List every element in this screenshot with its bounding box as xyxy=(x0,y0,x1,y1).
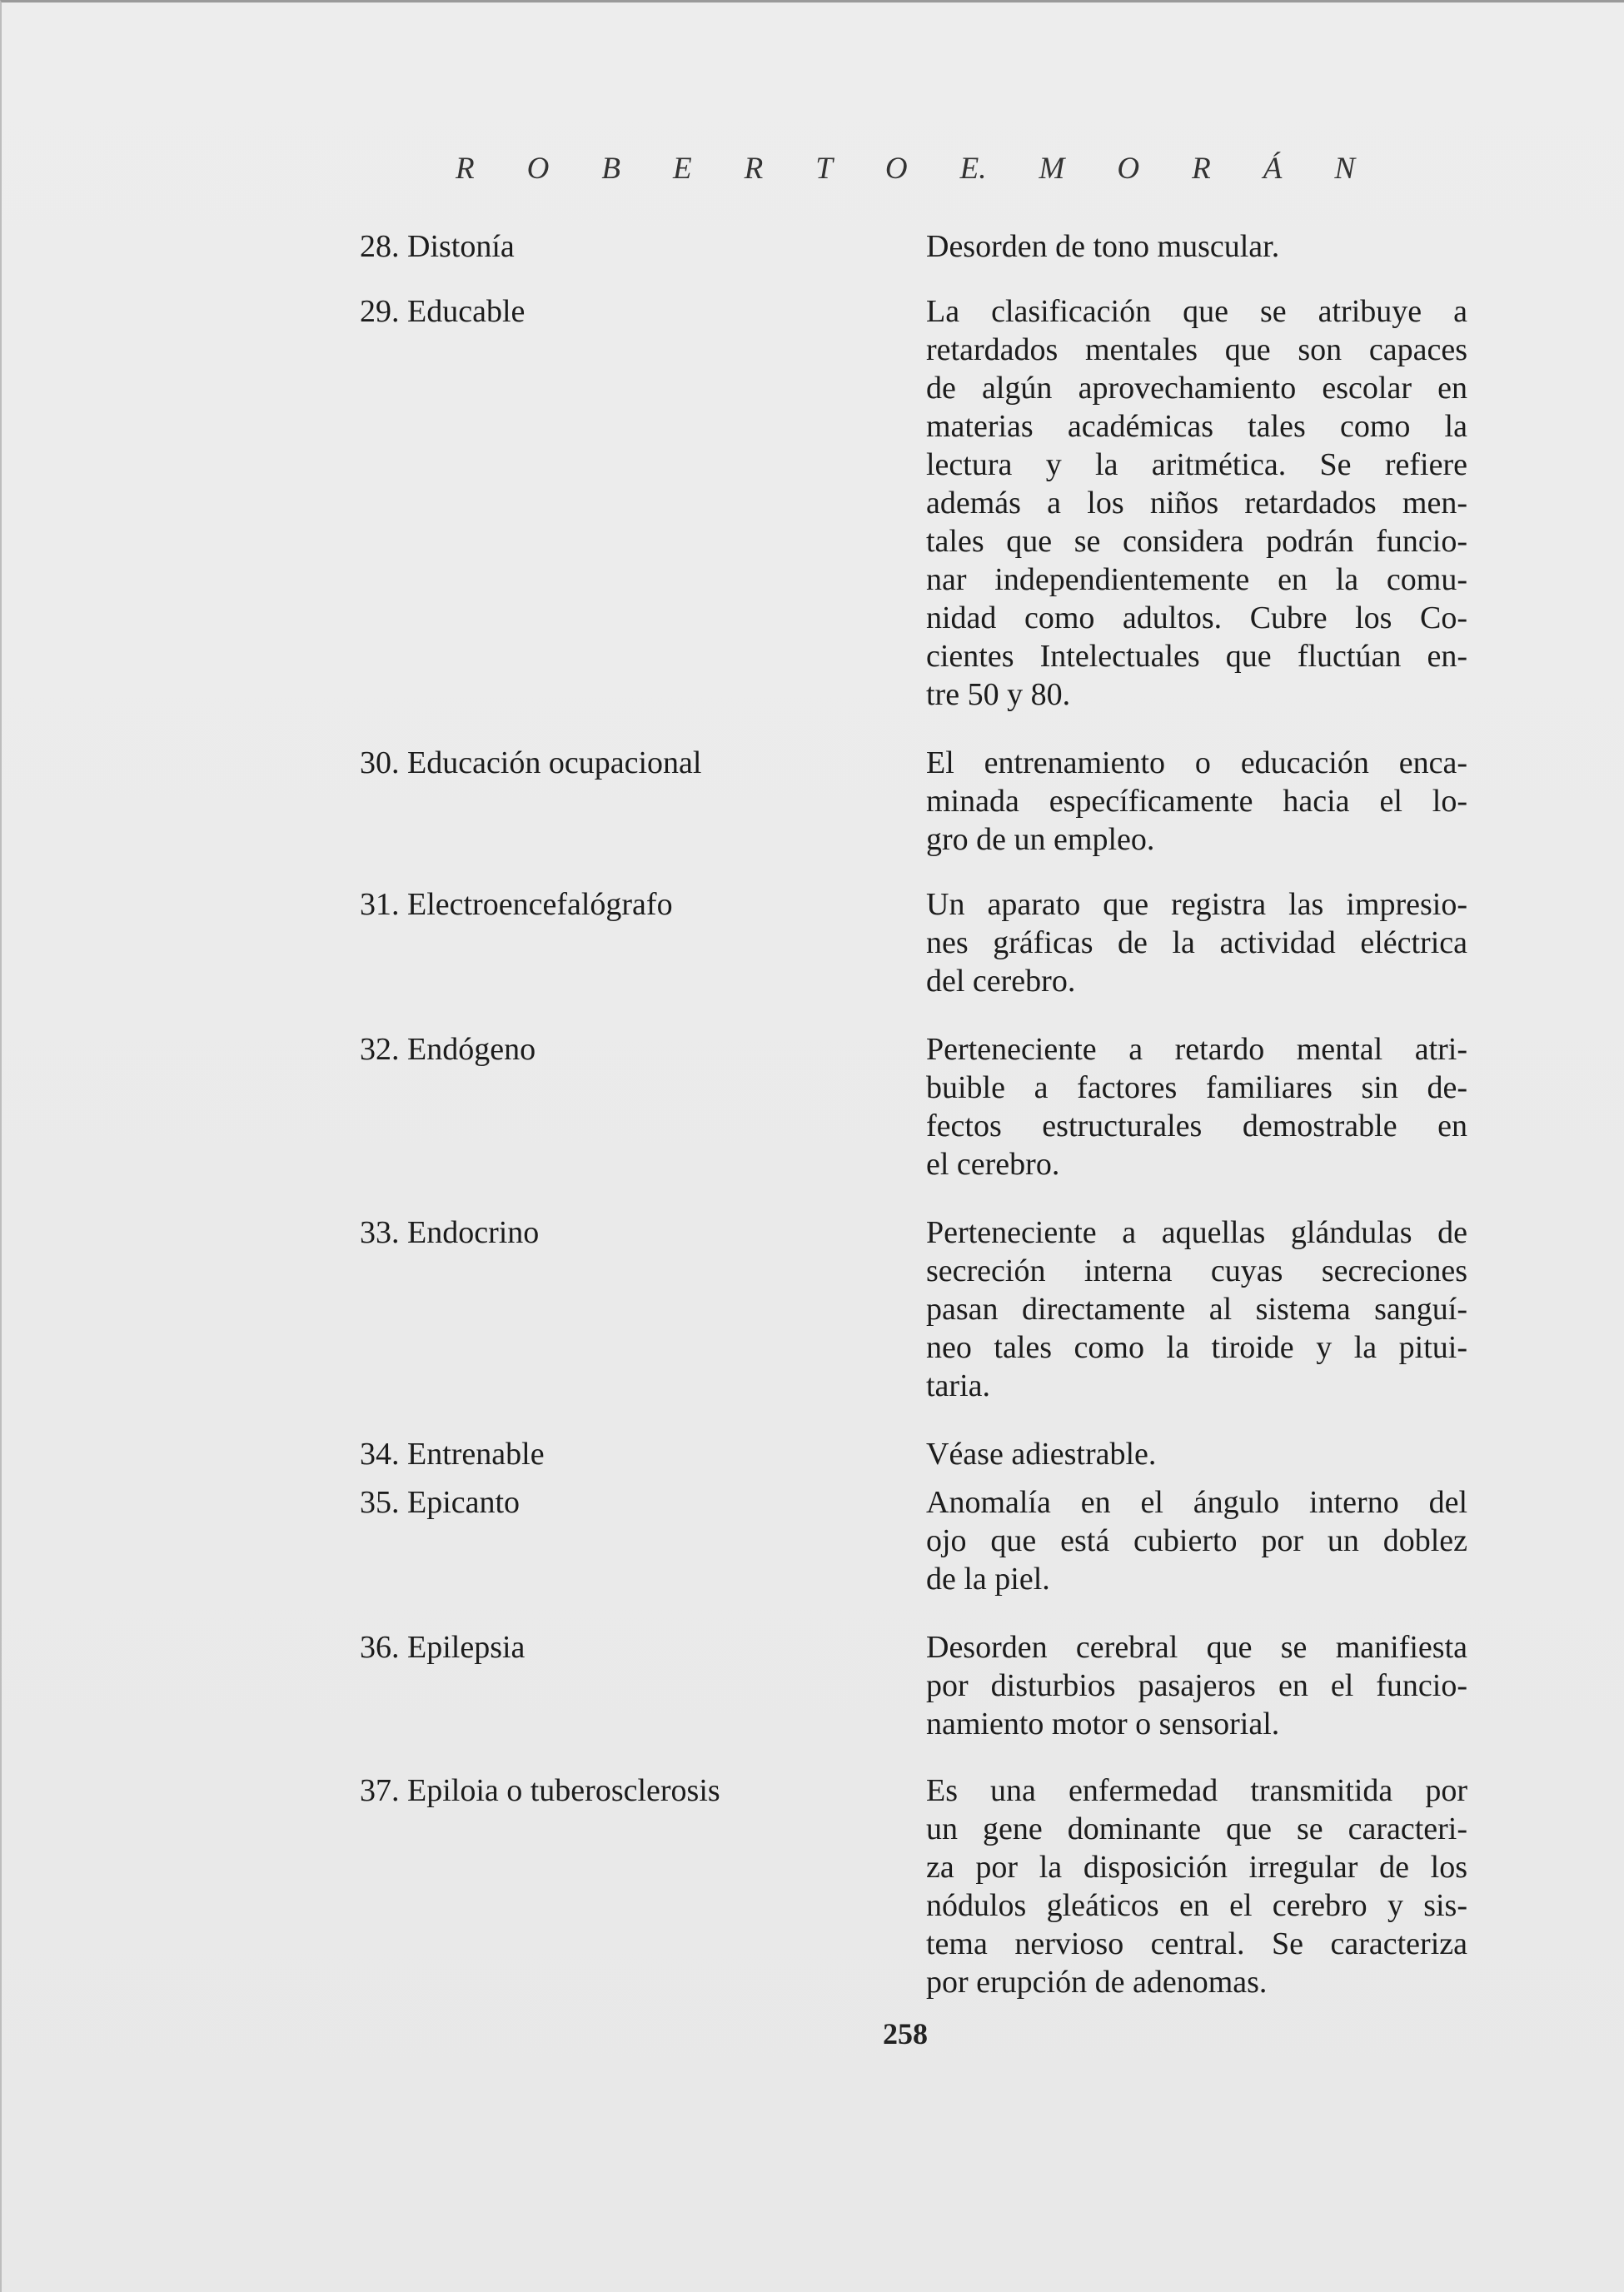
glossary-definition xyxy=(926,1771,1467,2001)
definition-line: Véase adiestrable. xyxy=(926,1437,1157,1472)
definition-line: por erupción de adenomas. xyxy=(926,1965,1268,2000)
definition-line: Perteneciente a retardo mental atri- xyxy=(926,1032,1467,1067)
definition-line: Desorden de tono muscular. xyxy=(926,229,1280,264)
definition-line: Anomalía en el ángulo interno del xyxy=(926,1485,1467,1520)
glossary-term: 32. Endógeno xyxy=(360,1032,536,1067)
glossary-definition xyxy=(926,1030,1467,1183)
glossary-term: 31. Electroencefalógrafo xyxy=(360,887,673,922)
definition-line: por disturbios pasajeros en el funcio- xyxy=(926,1668,1467,1703)
definition-line: además a los niños retardados men- xyxy=(926,486,1467,521)
glossary-term: 37. Epiloia o tuberosclerosis xyxy=(360,1773,720,1808)
definition-line: fectos estructurales demostrable en xyxy=(926,1109,1467,1144)
definition-line: retardados mentales que son capaces xyxy=(926,332,1467,367)
glossary-term: 29. Educable xyxy=(360,294,526,329)
header-letter: B xyxy=(601,152,620,186)
glossary-definition xyxy=(926,885,1467,1000)
definition-line: neo tales como la tiroide y la pitui- xyxy=(926,1330,1467,1365)
running-header xyxy=(456,151,1355,187)
glossary-definition xyxy=(926,292,1467,714)
header-letter: T xyxy=(815,152,833,186)
definition-line: pasan directamente al sistema sanguí- xyxy=(926,1292,1467,1327)
definition-line: minada específicamente hacia el lo- xyxy=(926,784,1467,819)
glossary-entry xyxy=(360,885,1467,1000)
glossary-term: 30. Educación ocupacional xyxy=(360,745,702,780)
definition-line: La clasificación que se atribuye a xyxy=(926,294,1467,329)
definition-line: tema nervioso central. Se caracteriza xyxy=(926,1926,1467,1961)
definition-line: namiento motor o sensorial. xyxy=(926,1707,1280,1741)
glossary-entry xyxy=(360,1483,1467,1598)
glossary-term: 34. Entrenable xyxy=(360,1437,545,1472)
definition-line: nidad como adultos. Cubre los Co- xyxy=(926,600,1467,635)
header-letter: M xyxy=(1039,152,1065,186)
glossary-definition xyxy=(926,1213,1467,1405)
glossary-term: 28. Distonía xyxy=(360,229,515,264)
glossary-definition xyxy=(926,744,1467,859)
glossary-entry xyxy=(360,227,1467,266)
definition-line: ojo que está cubierto por un doblez xyxy=(926,1523,1467,1558)
definition-line: nar independientemente en la comu- xyxy=(926,562,1467,597)
glossary-entry xyxy=(360,1771,1467,2001)
header-letter: E. xyxy=(959,152,987,186)
glossary-entry xyxy=(360,1628,1467,1743)
header-letter: O xyxy=(526,152,550,186)
definition-line: de algún aprovechamiento escolar en xyxy=(926,371,1467,406)
definition-line: Es una enfermedad transmitida por xyxy=(926,1773,1467,1808)
definition-line: za por la disposición irregular de los xyxy=(926,1850,1467,1885)
page-number: 258 xyxy=(883,2017,928,2050)
header-letter: E xyxy=(673,152,692,186)
glossary-entry xyxy=(360,1435,1467,1473)
header-letter: O xyxy=(1117,152,1140,186)
glossary-definition xyxy=(926,227,1467,266)
definition-line: taria. xyxy=(926,1368,991,1403)
definition-line: gro de un empleo. xyxy=(926,822,1155,857)
glossary-definition xyxy=(926,1628,1467,1743)
definition-line: buible a factores familiares sin de- xyxy=(926,1070,1467,1105)
definition-line: tre 50 y 80. xyxy=(926,677,1071,712)
definition-line: Un aparato que registra las impresio- xyxy=(926,887,1467,922)
glossary-term: 35. Epicanto xyxy=(360,1485,521,1520)
glossary-entry xyxy=(360,1213,1467,1405)
glossary-definition xyxy=(926,1483,1467,1598)
header-letter: N xyxy=(1334,152,1355,186)
glossary-definition xyxy=(926,1435,1467,1473)
definition-line: nódulos gleáticos en el cerebro y sis- xyxy=(926,1888,1467,1923)
definition-line: Desorden cerebral que se manifiesta xyxy=(926,1630,1467,1665)
definition-line: El entrenamiento o educación enca- xyxy=(926,745,1467,780)
header-letter: R xyxy=(1192,152,1211,186)
header-letter: R xyxy=(456,152,475,186)
definition-line: Perteneciente a aquellas glándulas de xyxy=(926,1215,1467,1250)
glossary-term: 33. Endocrino xyxy=(360,1215,540,1250)
definition-line: materias académicas tales como la xyxy=(926,409,1467,444)
glossary-entry xyxy=(360,1030,1467,1183)
glossary-term: 36. Epilepsia xyxy=(360,1630,526,1665)
definition-line: un gene dominante que se caracteri- xyxy=(926,1811,1467,1846)
definition-line: secreción interna cuyas secreciones xyxy=(926,1253,1467,1288)
definition-line: lectura y la aritmética. Se refiere xyxy=(926,447,1467,482)
definition-line: el cerebro. xyxy=(926,1147,1060,1182)
header-letter: R xyxy=(744,152,764,186)
header-letter: Á xyxy=(1263,152,1283,186)
definition-line: nes gráficas de la actividad eléctrica xyxy=(926,925,1467,960)
definition-line: cientes Intelectuales que fluctúan en- xyxy=(926,639,1467,674)
definition-line: de la piel. xyxy=(926,1562,1050,1597)
definition-line: del cerebro. xyxy=(926,964,1076,999)
header-letter: O xyxy=(884,152,908,186)
glossary-entry xyxy=(360,744,1467,859)
glossary-entry xyxy=(360,292,1467,714)
glossary-list xyxy=(360,227,1467,2001)
definition-line: tales que se considera podrán funcio- xyxy=(926,524,1467,559)
